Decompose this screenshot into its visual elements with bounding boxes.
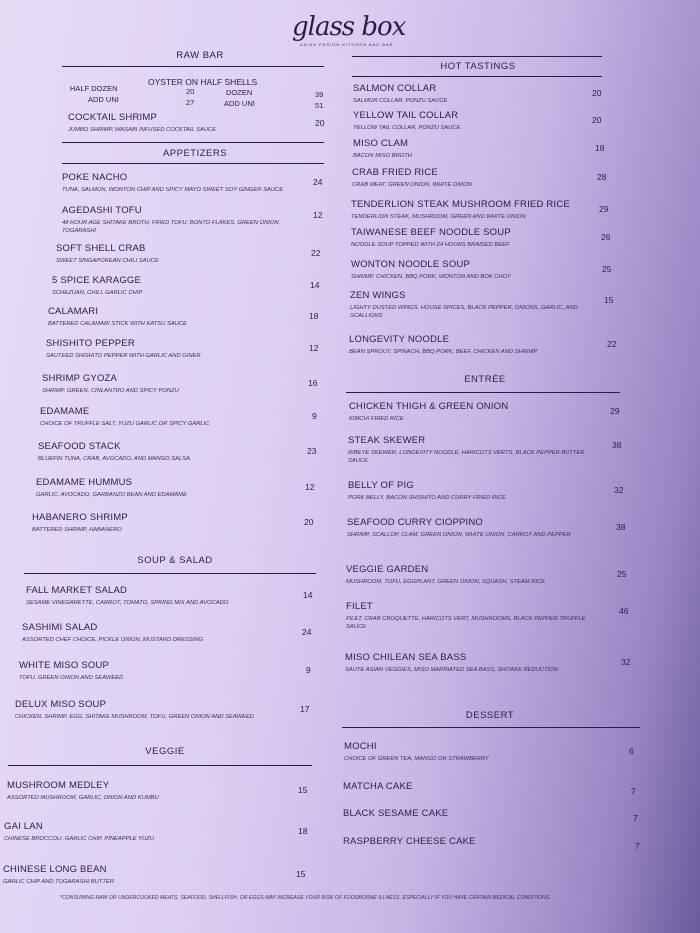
menu-item-delux-miso-soup [15, 699, 275, 721]
menu-item-calamari [48, 306, 298, 328]
item-description: YELLOW TAIL COLLAR, PONZU SAUCE [353, 125, 461, 131]
item-name: SHRIMP GYOZA [42, 373, 118, 384]
item-name: SALMON COLLAR [353, 83, 437, 94]
item-description: SWEET SINGAPOREAN CHILI SAUCE [56, 258, 159, 264]
menu-item-crab-fried-rice [352, 167, 587, 189]
price: 26 [601, 232, 611, 242]
item-name: SEAFOOD STACK [38, 441, 121, 452]
oyster-dozen-add-uni: ADD UNI [224, 99, 255, 108]
price: 20 [315, 118, 325, 128]
item-description: SHRIMP, CHICKEN, BBQ PORK, WONTON AND BOK CHOY [351, 274, 511, 280]
menu-item-steak-skewer [348, 435, 593, 466]
item-name: SASHIMI SALAD [22, 622, 98, 633]
price: 6 [629, 746, 634, 756]
menu-item-filet [346, 601, 591, 632]
item-name: BELLY OF PIG [348, 480, 414, 491]
logo-subtitle: ASIAN FUSION KITCHEN AND BAR [300, 42, 394, 47]
divider [346, 392, 620, 393]
divider [352, 56, 602, 57]
price: 32 [621, 657, 631, 667]
price: 7 [635, 841, 640, 851]
price: 29 [599, 204, 609, 214]
price: 14 [303, 590, 313, 600]
price: 15 [296, 869, 306, 879]
divider [8, 765, 312, 766]
menu-item-white-miso-soup [19, 660, 279, 682]
item-name: CALAMARI [48, 306, 99, 317]
price: 24 [313, 177, 323, 187]
logo: glass box [292, 12, 406, 42]
item-name: ZEN WINGS [350, 290, 406, 301]
item-name: RASPBERRY CHEESE CAKE [343, 836, 476, 847]
item-description: KIMCHI FRIED RICE [349, 416, 404, 422]
item-name: MUSHROOM MEDLEY [7, 780, 110, 791]
item-name: STEAK SKEWER [348, 435, 426, 446]
price: 24 [302, 627, 312, 637]
price: 18 [309, 311, 319, 321]
item-description: SESAME VINEGARETTE, CARROT, TOMATO, SPRING MIX AND AVOCADO [26, 600, 229, 606]
price: 46 [619, 606, 629, 616]
item-name: MISO CLAM [353, 138, 409, 149]
item-name: MATCHA CAKE [343, 781, 413, 792]
oyster-heading: OYSTER ON HALF SHELLS [148, 77, 258, 87]
price: 15 [604, 295, 614, 305]
item-name: GAI LAN [4, 821, 43, 832]
menu-item-yellow-tail-collar [353, 110, 588, 132]
item-name: SHISHITO PEPPER [46, 338, 135, 349]
item-description: TENDERLION STEAK, MUSHROOM, GREEN AND WHITE ONION [351, 214, 526, 220]
price: 23 [307, 446, 317, 456]
price: 15 [298, 785, 308, 795]
item-name: FILET [346, 601, 373, 612]
item-name: SEAFOOD CURRY CIOPPINO [347, 517, 484, 528]
price: 20 [592, 115, 602, 125]
dessert-title: DESSERT [465, 710, 515, 721]
price: 20 [304, 517, 314, 527]
menu-item-miso-clam [353, 138, 588, 160]
item-description: LIGHTY DUSTED WINGS, HOUSE SPICES, BLACK PEPPER, ONIONS, GARLIC, AND SCALLIONS [350, 305, 578, 320]
item-name: 5 SPICE KARAGGE [52, 275, 142, 286]
item-name: WHITE MISO SOUP [19, 660, 110, 671]
appetizers-title: APPETIZERS [162, 148, 228, 159]
item-description: CRAB MEAT, GREEN ONION, WHITE ONION [352, 182, 472, 188]
item-description: ASSORTED MUSHROOM, GARLIC, ONION AND KUMBU [7, 795, 159, 801]
menu-item-cocktail-shrimp: COCKTAIL SHRIMP JUMBO SHRIMP, WASABI INFUSED COCKTAIL SAUCE [68, 112, 217, 133]
item-description: ASSORTED CHEF CHOICE, PICKLE ONION, MUSTARD DRESSING [22, 637, 204, 643]
raw-bar-title: RAW BAR [176, 50, 224, 61]
item-description: 48 HOUR AGE SHITAKE BROTH, FRIED TOFU, BONTO FLAKES, GREEN ONION, TOGARASHI [62, 220, 281, 235]
item-name: FALL MARKET SALAD [26, 585, 128, 596]
item-name: YELLOW TAIL COLLAR [353, 110, 459, 121]
divider [24, 573, 316, 574]
item-name: WONTON NOODLE SOUP [351, 259, 471, 270]
item-description: CHICKEN, SHRIMP, EGG, SHITAKE MUSHROOM, TOFU, GREEN ONION AND SEAWEED [15, 714, 254, 720]
menu-item-belly-of-pig [348, 480, 593, 502]
menu-item-agedashi-tofu [62, 205, 312, 236]
item-name: POKE NACHO [62, 172, 128, 183]
item-description: TOFU, GREEN ONION AND SEAWEED [19, 675, 124, 681]
menu-item-salmon-collar [353, 83, 588, 105]
divider [342, 727, 640, 728]
hot-tastings-title: HOT TASTINGS [440, 61, 516, 72]
item-description: BATTERED SHRIMP, HABANERO [32, 527, 122, 533]
price: 17 [300, 704, 310, 714]
menu-item-zen-wings [350, 290, 585, 321]
price: 20 [592, 88, 602, 98]
item-description: SAUTE ASIAN VEGGIES, MISO MARINATED SEA BASS, SHITAKE REDUCTION [345, 667, 558, 673]
oyster-dozen-uni-price: 51 [315, 101, 324, 110]
item-description: GARLIC CHIP AND TOGARASHI BUTTER [3, 879, 114, 885]
price: 25 [602, 264, 612, 274]
price: 22 [311, 248, 321, 258]
price: 22 [607, 339, 617, 349]
item-description: CHOICE OF TRUFFLE SALT, YUZU GARLIC OR SPICY GARLIC [40, 421, 210, 427]
item-description: NOODLE SOUP TOPPED WITH 24 HOURS BRAISED BEEF [351, 242, 510, 248]
item-name: LONGEVITY NOODLE [349, 334, 450, 345]
price: 9 [306, 665, 311, 675]
item-description: BEAN SPROUT, SPINACH, BBQ PORK, BEEF, CHICKEN AND SHRIMP [349, 349, 538, 355]
price: 38 [612, 440, 622, 450]
item-description: PORK BELLY, BACON SHISHITO AND CURRY FRIED RICE [348, 495, 506, 501]
item-name: MOCHI [344, 741, 377, 752]
menu-item-black-sesame-cake [343, 808, 603, 819]
item-description: MUSHROOM, TOFU, EGGPLANT, GREEN ONION, SQUASH, STEAM RICE [346, 579, 546, 585]
menu-item-5-spice-karagge [52, 275, 302, 297]
item-name: HABANERO SHRIMP [32, 512, 128, 523]
price: 12 [309, 343, 319, 353]
item-description: SHRIMP, SCALLOP, CLAM, GREEN ONION, WHITE ONION, CARROT AND PEPPER [347, 532, 571, 538]
menu-item-gai-lan [4, 821, 264, 843]
oyster-half-dozen: HALF DOZEN [70, 84, 118, 93]
item-description: GARLIC, AVOCADO, GARBANZO BEAN AND EDAMAME [36, 492, 187, 498]
item-name: TENDERLION STEAK MUSHROOM FRIED RICE [351, 199, 570, 210]
item-name: MISO CHILEAN SEA BASS [345, 652, 467, 663]
menu-item-mochi [344, 741, 604, 763]
item-name: BLACK SESAME CAKE [343, 808, 449, 819]
price: 29 [610, 406, 620, 416]
menu-item-raspberry-cheese-cake [343, 836, 603, 847]
item-name: CHINESE LONG BEAN [3, 864, 107, 875]
soup-salad-title: SOUP & SALAD [137, 555, 213, 566]
price: 16 [308, 378, 318, 388]
menu-item-veggie-garden [346, 564, 591, 586]
menu-item-fall-market-salad [26, 585, 286, 607]
item-description: SCHEZUAN, CHILI, GARLIC CHIP [52, 290, 143, 296]
menu-item-miso-chilean-sea-bass [345, 652, 590, 674]
menu-item-longevity-noodle [349, 334, 584, 356]
item-name: CRAB FRIED RICE [352, 167, 438, 178]
menu-item-tenderlion-steak-mushroom-fried-rice [351, 199, 586, 221]
price: 7 [631, 786, 636, 796]
menu-item-sashimi-salad [22, 622, 282, 644]
menu-item-mushroom-medley [7, 780, 267, 802]
menu-item-wonton-noodle-soup [351, 259, 586, 281]
disclaimer: *CONSUMING RAW OR UNDERCOOKED MEATS, SEAFOOD, SHELLFISH, OR EGGS MAY INCREASE YOUR RISK OF FOODBORNE ILLNESS, ESPECIALLY IF YOU HAVE CERTAIN MEDICAL CONDITIONS. [60, 895, 551, 901]
item-name: TAIWANESE BEEF NOODLE SOUP [351, 227, 511, 238]
menu-item-poke-nacho [62, 172, 312, 194]
menu-item-edamame-hummus [36, 477, 286, 499]
item-description: CHOICE OF GREEN TEA, MANGO OR STRAWBERRY [344, 756, 489, 762]
item-name: SOFT SHELL CRAB [56, 243, 146, 254]
item-description: RIBEYE SKEWER, LONGEVITY NOODLE, HARICOTS VERTS, BLACK PEPPER BUTTER SAUCE [348, 450, 585, 465]
price: 18 [595, 143, 605, 153]
veggie-title: VEGGIE [145, 746, 185, 757]
price: 7 [633, 813, 638, 823]
oyster-dozen-price: 39 [315, 90, 324, 99]
price: 28 [597, 172, 607, 182]
divider [62, 66, 324, 67]
item-name: AGEDASHI TOFU [62, 205, 142, 216]
price: 25 [617, 569, 627, 579]
oyster-half-price: 20 [186, 87, 195, 96]
price: 14 [310, 280, 320, 290]
oyster-half-uni-price: 27 [186, 98, 195, 107]
menu-item-soft-shell-crab [56, 243, 306, 265]
divider [352, 76, 602, 77]
menu-item-chinese-long-bean [3, 864, 263, 886]
item-name: EDAMAME HUMMUS [36, 477, 133, 488]
divider [62, 142, 324, 143]
item-description: SAUTEED SHISHITO PEPPER WITH GARLIC AND GINER [46, 353, 201, 359]
item-description: TUNA, SALMON, WONTON CHIP AND SPICY MAYO SWEET SOY GINGER SAUCE [62, 187, 284, 193]
menu-item-seafood-curry-cioppino [347, 517, 592, 539]
price: 9 [312, 411, 317, 421]
oyster-dozen: DOZEN [226, 88, 253, 97]
menu-item-chicken-thigh-green-onion [349, 401, 594, 423]
divider [62, 163, 324, 164]
menu-item-habanero-shrimp [32, 512, 282, 534]
menu-item-edamame [40, 406, 290, 428]
menu-item-seafood-stack [38, 441, 288, 463]
entree-title: ENTRÉE [464, 374, 506, 385]
price: 18 [298, 826, 308, 836]
item-description: BLUEFIN TUNA, CRAB, AVOCADO, AND MANGO SALSA [38, 456, 190, 462]
item-name: EDAMAME [40, 406, 90, 417]
item-description: SHRIMP, GREEN, CINLANTRO AND SPICY PONZU [42, 388, 179, 394]
price: 38 [616, 522, 626, 532]
item-description: BATTERED CALAMARI STICK WITH KATSU SAUCE [48, 321, 187, 327]
item-description: SALMON COLLAR, PONZU SAUCE [353, 98, 448, 104]
price: 12 [305, 482, 315, 492]
item-description: BACON MISO BROTH [353, 153, 412, 159]
item-name: CHICKEN THIGH & GREEN ONION [349, 401, 509, 412]
menu-item-shrimp-gyoza [42, 373, 292, 395]
item-name: VEGGIE GARDEN [346, 564, 429, 575]
item-name: DELUX MISO SOUP [15, 699, 107, 710]
item-description: FILET, CRAB CROQUETTE, HARICOTS VERT, MUSHROOMS, BLACK PEPPER TRUFFLE SAUCE [346, 616, 586, 631]
price: 12 [313, 210, 323, 220]
item-description: CHINESE BROCCOLI, GARLIC CHIP, PINEAPPLE YUZU [4, 836, 154, 842]
oyster-add-uni: ADD UNI [88, 95, 119, 104]
menu-item-shishito-pepper [46, 338, 296, 360]
menu-item-taiwanese-beef-noodle-soup [351, 227, 586, 249]
price: 32 [614, 485, 624, 495]
menu-item-matcha-cake [343, 781, 603, 792]
